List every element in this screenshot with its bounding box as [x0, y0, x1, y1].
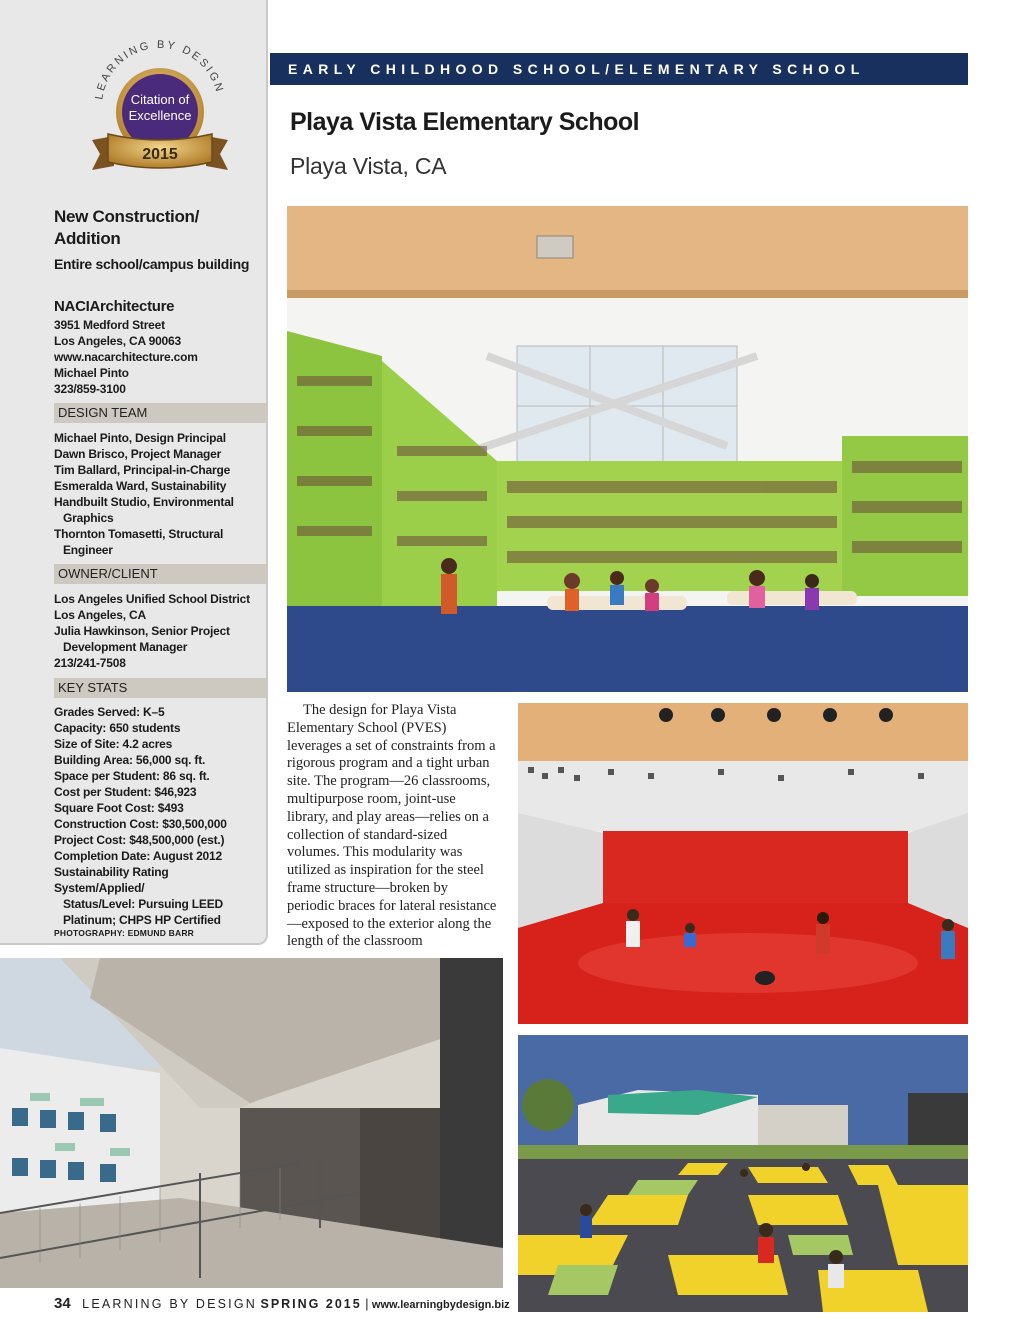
footer-issue: SPRING 2015: [260, 1297, 362, 1311]
key-stats-list: [54, 704, 256, 928]
page-title: Playa Vista Elementary School: [290, 108, 640, 136]
firm-details: [54, 317, 256, 397]
subcategory: Entire school/campus building: [54, 256, 250, 272]
key-stats-header: KEY STATS: [54, 678, 268, 698]
key-stat-line: Building Area: 56,000 sq. ft.: [54, 753, 206, 767]
category-title: [54, 206, 256, 250]
citation-badge-logo: [80, 36, 240, 186]
design-team-member: Esmeralda Ward, Sustainability: [54, 479, 227, 493]
owner-client-header: OWNER/CLIENT: [54, 564, 268, 584]
design-team-header: DESIGN TEAM: [54, 403, 268, 423]
firm-name: NACIArchitecture: [54, 298, 175, 315]
key-stat-line: Space per Student: 86 sq. ft.: [54, 769, 210, 783]
key-stat-line: Status/Level: Pursuing LEED: [63, 897, 223, 911]
badge-line1: Citation of: [130, 92, 190, 107]
owner-client-line: Development Manager: [63, 640, 188, 654]
category-line1: New Construction/: [54, 207, 200, 226]
design-team-member: Dawn Brisco, Project Manager: [54, 447, 222, 461]
owner-client-list: [54, 591, 256, 671]
firm-detail-line: 323/859-3100: [54, 382, 126, 396]
key-stat-line: Construction Cost: $30,500,000: [54, 817, 227, 831]
library-photo: [287, 206, 968, 692]
photo-credit: PHOTOGRAPHY: EDMUND BARR: [54, 928, 195, 938]
owner-client-line: Los Angeles, CA: [54, 608, 146, 622]
key-stat-line: Platinum; CHPS HP Certified: [63, 913, 221, 927]
badge-arc-text: LEARNING BY DESIGN: [93, 38, 226, 101]
badge-line2: Excellence: [128, 108, 192, 123]
page-number: 34: [54, 1295, 71, 1312]
firm-detail-line: Michael Pinto: [54, 366, 129, 380]
page-subtitle: Playa Vista, CA: [290, 153, 447, 179]
key-stat-line: Size of Site: 4.2 acres: [54, 737, 173, 751]
footer-separator: |: [365, 1297, 369, 1311]
firm-detail-line: 3951 Medford Street: [54, 318, 165, 332]
footer-magazine: LEARNING BY DESIGN: [82, 1297, 257, 1311]
multipurpose-room-photo: [518, 703, 968, 1024]
design-team-member: Thornton Tomasetti, Structural: [54, 527, 224, 541]
design-team-member: Michael Pinto, Design Principal: [54, 431, 226, 445]
page-footer: [54, 1295, 510, 1312]
category-banner: EARLY CHILDHOOD SCHOOL/ELEMENTARY SCHOOL: [270, 53, 968, 85]
sidebar: [0, 0, 268, 945]
key-stat-line: Completion Date: August 2012: [54, 849, 222, 863]
design-team-member: Engineer: [63, 543, 113, 557]
owner-client-line: 213/241-7508: [54, 656, 126, 670]
balcony-exterior-photo: [0, 958, 503, 1288]
design-team-member: Tim Ballard, Principal-in-Charge: [54, 463, 231, 477]
key-stat-line: Grades Served: K–5: [54, 705, 165, 719]
key-stat-line: Sustainability Rating System/Applied/: [54, 865, 169, 895]
design-team-member: Graphics: [63, 511, 114, 525]
firm-detail-line: Los Angeles, CA 90063: [54, 334, 181, 348]
firm-detail-line: www.nacarchitecture.com: [54, 350, 198, 364]
owner-client-line: Julia Hawkinson, Senior Project: [54, 624, 230, 638]
key-stat-line: Cost per Student: $46,923: [54, 785, 197, 799]
article-body: The design for Playa Vista Elementary School (PVES) leverages a set of constraints from a rigorous program and a tight urban site. The program—26 classrooms, multipurpose room, joint-use library, and play areas—relies on a collection of standard-sized volumes. This modularity was utilized as inspiration for the steel frame structure—broken by periodic braces for lateral resistance—exposed to the exterior along the length of the classroom: [287, 702, 497, 950]
footer-url: www.learningbydesign.biz: [371, 1299, 510, 1311]
key-stat-line: Project Cost: $48,500,000 (est.): [54, 833, 225, 847]
design-team-list: [54, 430, 256, 558]
key-stat-line: Square Foot Cost: $493: [54, 801, 184, 815]
design-team-member: Handbuilt Studio, Environmental: [54, 495, 234, 509]
owner-client-line: Los Angeles Unified School District: [54, 592, 250, 606]
category-line2: Addition: [54, 229, 121, 248]
key-stat-line: Capacity: 650 students: [54, 721, 181, 735]
badge-year: 2015: [142, 146, 178, 163]
playground-photo: [518, 1035, 968, 1312]
